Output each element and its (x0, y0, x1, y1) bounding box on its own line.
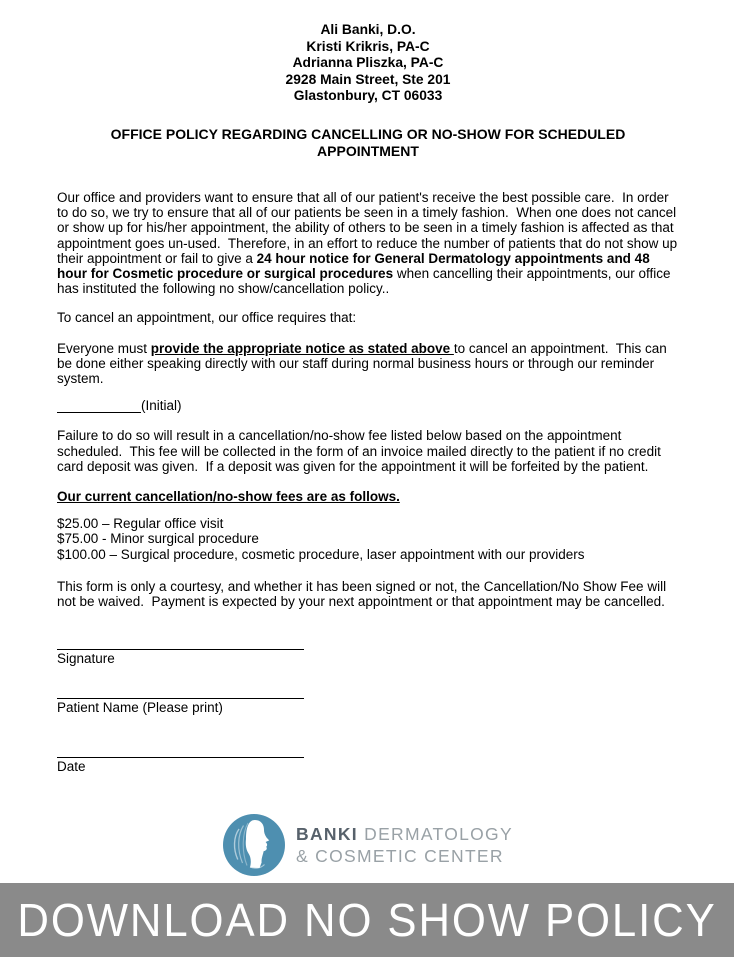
notice-underlined-text: provide the appropriate notice as stated above (150, 340, 454, 356)
logo-tagline: & COSMETIC CENTER (296, 845, 504, 866)
provider-name: Ali Banki, D.O. (320, 22, 416, 37)
signature-line (57, 649, 304, 650)
signature-field (57, 649, 679, 666)
clinic-city-state-zip: Glastonbury, CT 06033 (293, 88, 443, 104)
notice-period-bold-text: 24 hour notice for General Dermatology appointments and 48 hour for Cosmetic procedure or surgical procedures (57, 250, 654, 281)
patient-name-line (57, 698, 304, 699)
intro-text: Our office and providers want to ensure that all of our patient's receive the best possible care. In order to do so, we try to ensure that all of our patients be seen in a timely fashion. When one does not cancel or show up for his/her appointment, the ability of others to be seen in a timely fashion is affected as that appointment goes un-used. Therefore, in an effort to reduce the number of patients that do not show up their appointment or fail to give a (57, 189, 681, 266)
download-banner-label: DOWNLOAD NO SHOW POLICY (17, 894, 717, 946)
date-field (57, 757, 679, 774)
failure-paragraph: Failure to do so will result in a cancellation/no-show fee listed below based on the appointment scheduled. This fee will be collected in the form of an invoice mailed directly to the patient if no credit card deposit was given. If a deposit was given for the appointment it will be forfeited by the patient. (57, 428, 665, 474)
notice-text-continued: to cancel an appointment. This can be done either speaking directly with our staff during normal business hours or through our reminder system. (57, 340, 671, 386)
logo-text (296, 823, 513, 867)
fee-item: $75.00 - Minor surgical procedure (57, 531, 259, 547)
woman-profile-icon (223, 814, 285, 876)
initial-row (57, 398, 679, 413)
fee-item: $25.00 – Regular office visit (57, 516, 224, 532)
courtesy-paragraph: This form is only a courtesy, and whether it has been signed or not, the Cancellation/No Show Fee will not be waived. Payment is expected by your next appointment or that appointment may be cancelled. (57, 578, 670, 610)
intro-paragraph (57, 190, 679, 296)
document-title: OFFICE POLICY REGARDING CANCELLING OR NO-SHOW FOR SCHEDULED APPOINTMENT (110, 125, 626, 159)
logo-name-primary: BANKI (296, 823, 358, 844)
initial-blank-line (57, 399, 141, 413)
provider-name: Kristi Krikris, PA-C (306, 38, 430, 54)
clinic-logo (57, 814, 679, 876)
signature-label: Signature (57, 651, 115, 667)
notice-paragraph (57, 341, 679, 387)
download-no-show-policy-button[interactable] (0, 883, 734, 957)
cancel-requirement-intro: To cancel an appointment, our office requires that: (57, 310, 357, 326)
fees-list (57, 516, 679, 562)
notice-text: Everyone must (57, 340, 151, 356)
logo-name-secondary: DERMATOLOGY (364, 823, 513, 844)
provider-name: Adrianna Pliszka, PA-C (292, 55, 444, 71)
intro-text-continued: when cancelling their appointments, our office has instituted the following no show/cancellation policy.. (57, 265, 675, 297)
clinic-street-address: 2928 Main Street, Ste 201 (285, 71, 451, 87)
clinic-header (57, 22, 679, 105)
date-line (57, 757, 304, 758)
date-label: Date (57, 758, 86, 774)
fee-item: $100.00 – Surgical procedure, cosmetic procedure, laser appointment with our providers (57, 546, 585, 562)
initial-label: (Initial) (141, 398, 182, 414)
patient-name-label: Patient Name (Please print) (57, 700, 223, 716)
patient-name-field (57, 698, 679, 715)
logo-line-1 (296, 823, 513, 845)
fees-heading: Our current cancellation/no-show fees are as follows. (57, 489, 400, 504)
